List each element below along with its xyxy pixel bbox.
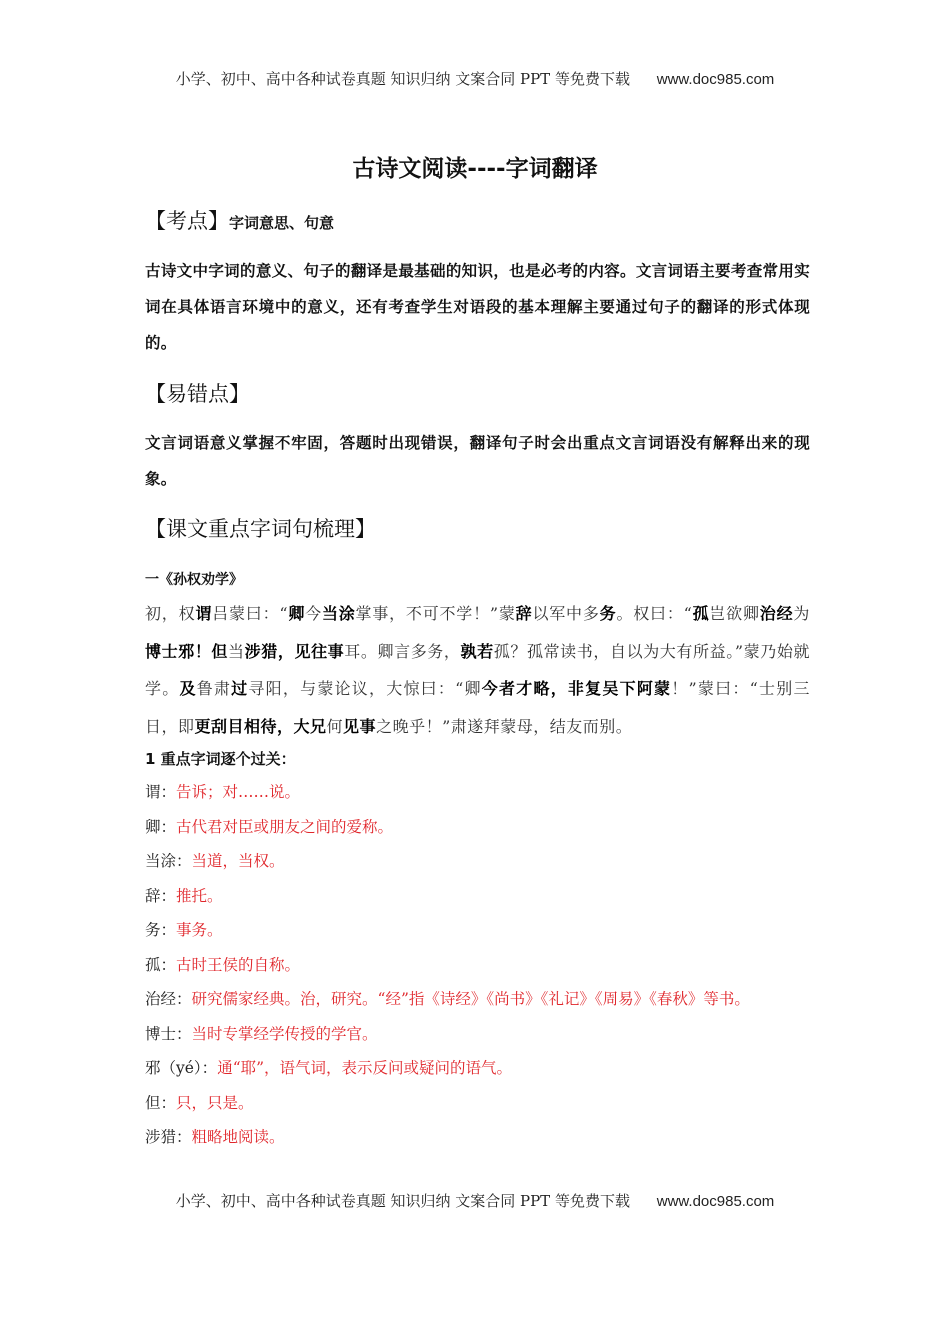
passage-keyword: 辞	[515, 604, 533, 623]
passage-keyword: 孰若	[460, 641, 494, 661]
vocab-item	[145, 982, 810, 1017]
vocab-definition: 推托。	[176, 886, 223, 905]
page-footer	[0, 1190, 950, 1211]
passage-text: 鲁肃	[196, 679, 232, 698]
vocab-term: 谓：	[145, 783, 177, 801]
passage-keyword: 谓	[195, 604, 213, 623]
vocab-item	[145, 913, 810, 948]
vocab-definition: 只，只是。	[176, 1093, 254, 1112]
kaodian-body: 古诗文中字词的意义、句子的翻译是最基础的知识，也是必考的内容。文言词语主要考查常用实词在具体语言环境中的意义，还有考查学生对语段的基本理解主要通过句子的翻译的形式体现的。	[145, 262, 810, 352]
passage-text: 当	[228, 641, 245, 661]
vocab-definition: 告诉；对……说。	[176, 783, 301, 801]
passage-keyword: 过	[231, 679, 249, 698]
vocab-item	[145, 844, 810, 879]
yicuodian-heading: 【易错点】	[145, 382, 250, 406]
passage-keyword: 涉猎，见往事	[244, 641, 345, 661]
header-text: 小学、初中、高中各种试卷真题 知识归纳 文案合同 PPT 等免费下载	[175, 70, 630, 88]
passage-text: ！”蒙曰：“士别三日，即	[145, 679, 810, 736]
passage-text: 之晚乎！”肃遂拜蒙母，结友而别。	[376, 716, 633, 736]
vocab-definition: 当时专掌经学传授的学官。	[191, 1024, 378, 1043]
passage-keyword: 更刮目相待，大兄	[194, 716, 327, 736]
passage-text: 。权曰：“	[616, 604, 693, 623]
yicuodian-body: 文言词语意义掌握不牢固，答题时出现错误，翻译句子时会出重点文言词语没有解释出来的现象。	[145, 434, 810, 488]
vocab-item	[145, 879, 810, 914]
vocab-definition: 通“耶”，语气词，表示反问或疑问的语气。	[217, 1059, 513, 1077]
section-kaodian-heading	[145, 205, 810, 235]
passage-keyword: 博士邪！但	[145, 641, 229, 661]
passage-keyword: 治经	[759, 604, 794, 623]
lesson-title: 一《孙权劝学》	[145, 572, 243, 588]
vocab-term: 当涂：	[145, 852, 192, 870]
page-header	[0, 68, 950, 89]
vocab-item	[145, 948, 810, 983]
vocab-definition: 古时王侯的自称。	[176, 955, 301, 974]
document-title: 古诗文阅读----字词翻译	[352, 156, 598, 182]
vocab-definition: 古代君对臣或朋友之间的爱称。	[176, 817, 394, 836]
passage-keyword: 及	[179, 679, 197, 698]
vocab-item	[145, 775, 810, 810]
passage-keyword: 见事	[343, 716, 377, 736]
vocab-term: 务：	[145, 921, 177, 939]
vocab-term: 辞：	[145, 886, 177, 905]
passage-text: 掌事，不可不学！”蒙	[355, 604, 516, 623]
vocab-definition: 事务。	[176, 921, 223, 939]
kaodian-heading: 【考点】	[145, 209, 229, 233]
passage-text: 初，权	[145, 604, 196, 623]
vocab-definition: 粗略地阅读。	[191, 1128, 285, 1146]
vocab-item	[145, 1017, 810, 1052]
passage-keyword: 务	[599, 604, 617, 623]
vocab-item	[145, 810, 810, 845]
shuli-heading: 【课文重点字词句梳理】	[145, 517, 376, 541]
kaodian-subtitle: 字词意思、句意	[229, 214, 335, 232]
header-url-link[interactable]: www.doc985.com	[656, 71, 775, 88]
passage-text: 今	[305, 604, 322, 623]
vocab-term: 博士：	[145, 1024, 192, 1043]
footer-url-link[interactable]: www.doc985.com	[656, 1193, 775, 1210]
passage-text: 为	[793, 604, 810, 623]
vocab-term: 卿：	[145, 817, 177, 836]
vocab-definition: 当道，当权。	[191, 852, 285, 870]
vocab-item	[145, 1051, 810, 1086]
footer-text: 小学、初中、高中各种试卷真题 知识归纳 文案合同 PPT 等免费下载	[175, 1192, 630, 1210]
vocab-item	[145, 1120, 810, 1155]
lesson-passage	[145, 595, 810, 745]
vocab-term: 孤：	[145, 955, 177, 974]
vocab-term: 邪（yé）：	[145, 1059, 218, 1077]
vocab-title: 1 重点字词逐个过关：	[145, 750, 296, 768]
passage-keyword: 卿	[288, 604, 306, 623]
passage-text: 寻阳，与蒙论议，大惊曰：“卿	[248, 679, 482, 698]
vocab-list	[145, 775, 810, 1155]
passage-text: 吕蒙曰：“	[212, 604, 289, 623]
passage-text: 孤？孤常读书，自以为大有所益。”蒙乃始就学。	[145, 641, 810, 698]
vocab-term: 涉猎：	[145, 1128, 192, 1146]
vocab-term: 治经：	[145, 990, 192, 1008]
passage-text: 岂欲卿	[709, 604, 760, 623]
passage-text: 何	[326, 716, 344, 736]
passage-text: 以军中多	[532, 604, 600, 623]
passage-keyword: 今者才略，非复吴下阿蒙	[481, 679, 672, 698]
passage-keyword: 孤	[692, 604, 710, 623]
vocab-term: 但：	[145, 1093, 177, 1112]
vocab-item	[145, 1086, 810, 1121]
passage-keyword: 当涂	[321, 604, 356, 623]
vocab-definition: 研究儒家经典。治，研究。“经”指《诗经》《尚书》《礼记》《周易》《春秋》等书。	[191, 990, 750, 1008]
passage-text: 耳。卿言多务，	[344, 641, 461, 661]
